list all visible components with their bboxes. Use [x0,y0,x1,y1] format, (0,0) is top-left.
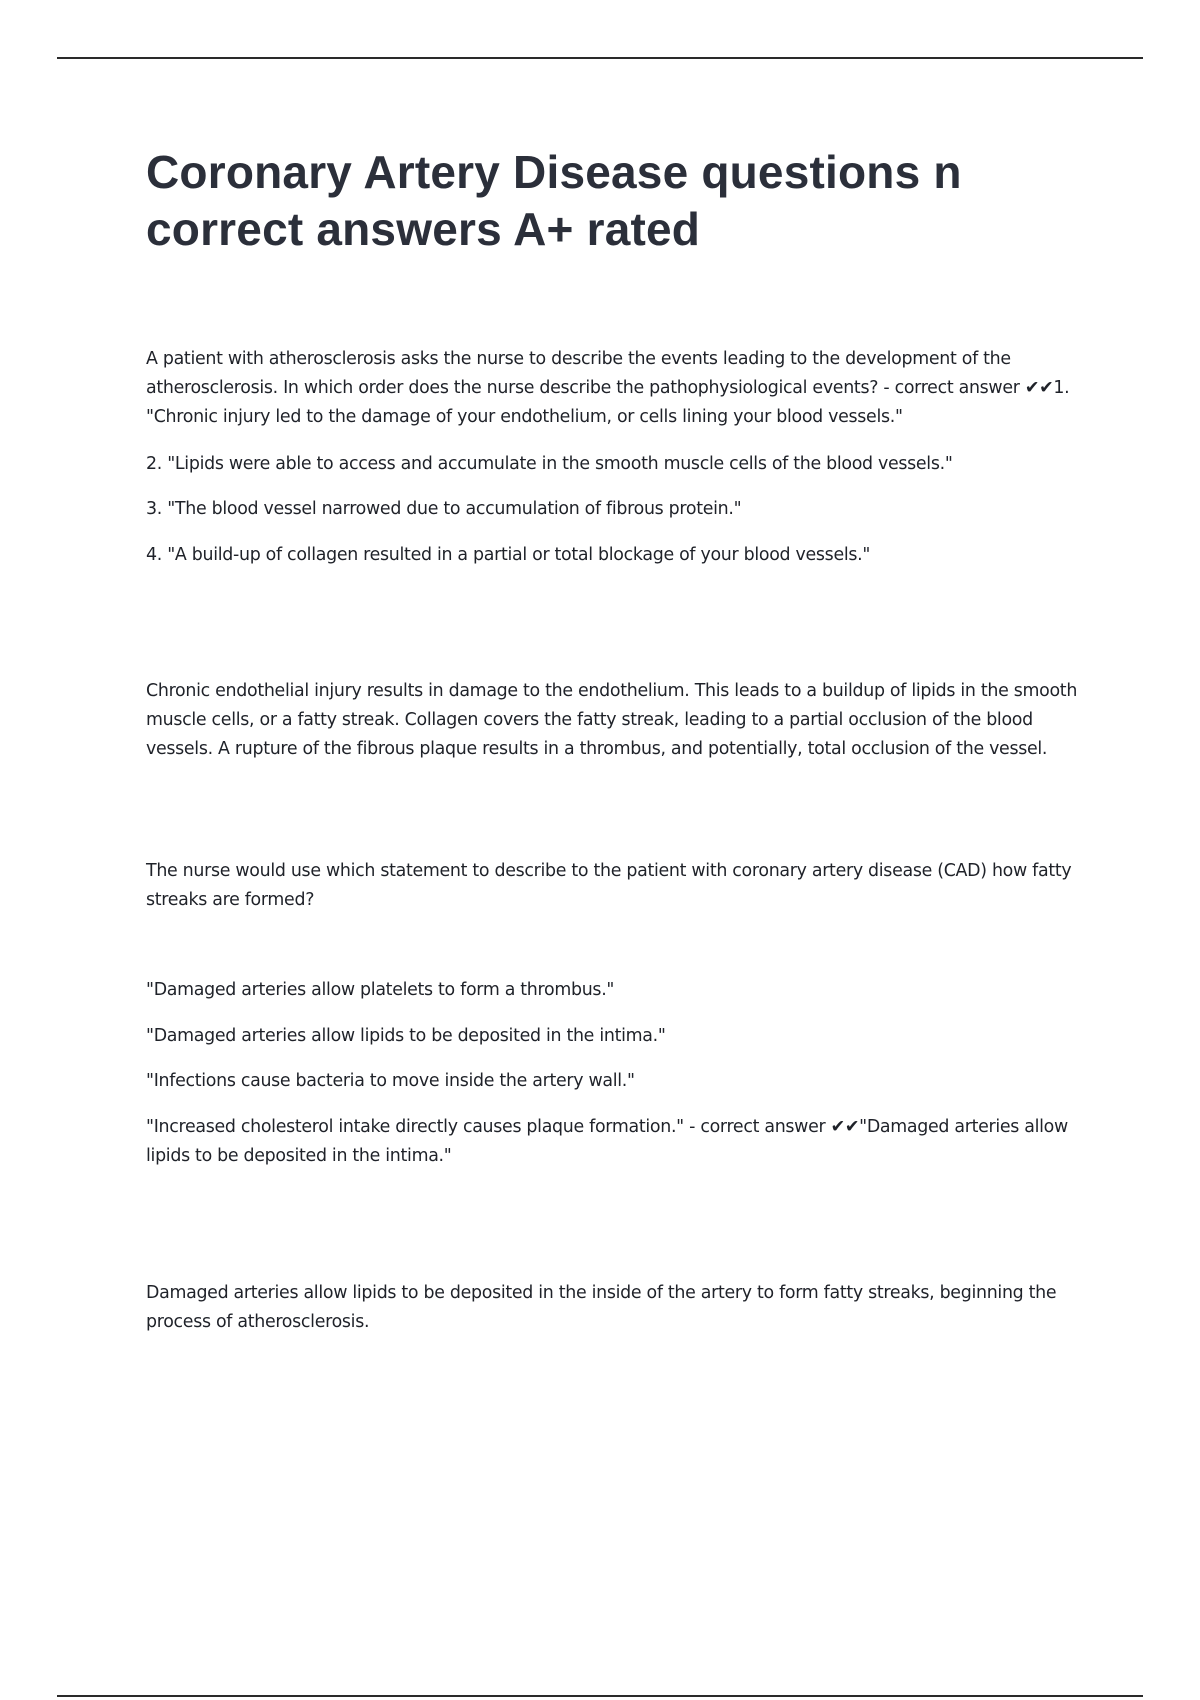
q1-step-4: 4. "A build-up of collagen resulted in a partial or total blockage of your blood vessels." [146,545,871,565]
q2-question: The nurse would use which statement to describe to the patient with coronary artery disease (CAD) how fatty streaks are formed? [146,861,1072,910]
q1-step-3: 3. "The blood vessel narrowed due to accumulation of fibrous protein." [146,499,742,519]
q2-option-3: "Infections cause bacteria to move inside the artery wall." [146,1071,635,1091]
q1-rationale: Chronic endothelial injury results in damage to the endothelium. This leads to a buildup of lipids in the smooth muscle cells, or a fatty streak. Collagen covers the fatty streak, leading to a partial occlusion of the blood vessels. A rupture of the fibrous plaque results in a thrombus, and potentially, total occlusion of the vessel. [146,681,1078,759]
q2-option-1: "Damaged arteries allow platelets to form a thrombus." [146,980,615,1000]
top-rule [57,57,1143,59]
bottom-rule [57,1695,1143,1697]
q2-rationale: Damaged arteries allow lipids to be deposited in the inside of the artery to form fatty streaks, beginning the process of atherosclerosis. [146,1283,1057,1332]
q1-question: A patient with atherosclerosis asks the nurse to describe the events leading to the development of the atherosclerosis. In which order does the nurse describe the pathophysiological events? - correct answer ✔✔1. "Chronic injury led to the damage of your endothelium, or cells lining your blood vessels." [146,349,1070,427]
q2-option-4-with-answer: "Increased cholesterol intake directly causes plaque formation." - correct answer ✔✔"Damaged arteries allow lipids to be deposited in the intima." [146,1117,1068,1166]
q2-option-2: "Damaged arteries allow lipids to be deposited in the intima." [146,1026,666,1046]
q1-step-2: 2. "Lipids were able to access and accumulate in the smooth muscle cells of the blood vessels." [146,454,953,474]
document-title: Coronary Artery Disease questions n correct answers A+ rated [146,146,962,255]
